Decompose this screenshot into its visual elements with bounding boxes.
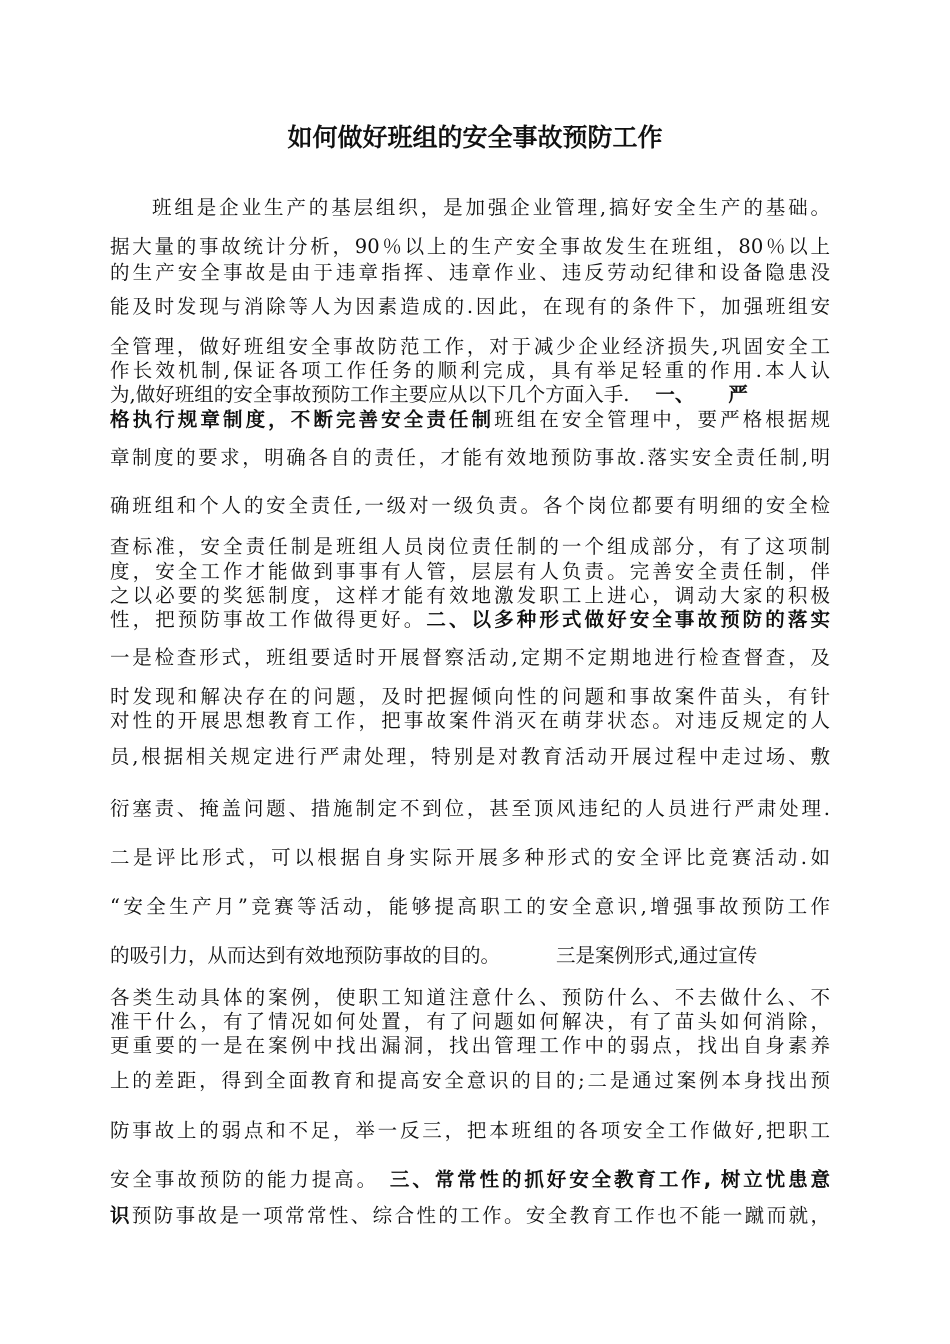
paragraph-line: [110, 560, 830, 584]
paragraph-line: [110, 608, 830, 632]
paragraph-line: [110, 1119, 830, 1143]
text-run: 各类生动具体的案例，使职工知道注意什么、预防什么、不去做什么、不: [110, 986, 830, 1009]
text-run: 防事故上的弱点和不足，举一反三，把本班组的各项安全工作做好,把职工: [110, 1119, 830, 1142]
text-run: 员,根据相关规定进行严肃处理，特别是对教育活动开展过程中走过场、敷: [110, 745, 830, 768]
document-title: 如何做好班组的安全事故预防工作: [287, 123, 663, 152]
paragraph-line: [110, 895, 830, 919]
paragraph-line: [110, 944, 830, 968]
paragraph-line: [110, 846, 830, 870]
paragraph-line: [110, 408, 830, 432]
text-run: 查标准，安全责任制是班组人员岗位责任制的一个组成部分，有了这项制: [110, 535, 830, 558]
paragraph-line: [152, 196, 830, 220]
paragraph-line: [110, 986, 830, 1010]
section-heading: 二、以多种形式做好安全事故预防的落实: [426, 608, 830, 631]
section-heading: 严: [728, 383, 748, 406]
text-run: 全管理，做好班组安全事故防范工作，对于减少企业经济损失,巩固安全工: [110, 335, 830, 358]
text-run: 的生产安全事故是由于违章指挥、违章作业、违反劳动纪律和设备隐患没: [110, 261, 830, 284]
paragraph-line: [110, 235, 830, 259]
text-run: 安全事故预防的能力提高。: [110, 1168, 379, 1191]
text-run: 上的差距，得到全面教育和提高安全意识的目的;二是通过案例本身找出预: [110, 1069, 830, 1092]
text-run: 作长效机制,保证各项工作任务的顺利完成，具有举足轻重的作用.本人认: [110, 359, 830, 382]
section-heading: 识: [110, 1204, 132, 1227]
text-run: 二是评比形式，可以根据自身实际开展多种形式的安全评比竞赛活动.如: [110, 846, 830, 869]
text-run: 章制度的要求，明确各自的责任，才能有效地预防事故.落实安全责任制,明: [110, 446, 830, 469]
paragraph-line: [110, 685, 830, 709]
paragraph-line: [110, 709, 830, 733]
paragraph-line: [110, 359, 830, 383]
paragraph-line: [110, 335, 830, 359]
text-run: 准干什么，有了情况如何处置，有了问题如何解决，有了苗头如何消除，: [110, 1010, 830, 1033]
paragraph-line: [110, 646, 830, 670]
text-run: 的吸引力，从而达到有效地预防事故的目的。: [110, 944, 501, 967]
paragraph-line: [110, 261, 830, 285]
paragraph-line: [110, 1034, 830, 1058]
text-run: “安全生产月”竞赛等活动，能够提高职工的安全意识,增强事故预防工作: [110, 895, 830, 918]
paragraph-line: [110, 1168, 830, 1192]
text-run: 时发现和解决存在的问题，及时把握倾向性的问题和事故案件苗头，有针: [110, 685, 830, 708]
text-run: 性，把预防事故工作做得更好。: [110, 608, 427, 631]
paragraph-line: [110, 446, 830, 470]
paragraph-line: [110, 797, 830, 821]
paragraph-line: [110, 1069, 830, 1093]
text-run: 确班组和个人的安全责任,一级对一级负责。各个岗位都要有明细的安全检: [110, 494, 830, 517]
text-run: 班组在安全管理中，要严格根据规: [494, 408, 830, 431]
paragraph-line: [110, 1204, 830, 1228]
paragraph-line: [110, 1010, 830, 1034]
text-run: 度，安全工作才能做到事事有人管，层层有人负责。完善安全责任制，伴: [110, 560, 830, 583]
paragraph-line: [110, 535, 830, 559]
text-run: 之以必要的奖惩制度，这样才能有效地激发职工上进心，调动大家的积极: [110, 584, 830, 607]
text-run: 班组是企业生产的基层组织，是加强企业管理,搞好安全生产的基础。: [152, 196, 830, 219]
text-run: 据大量的事故统计分析，90％以上的生产安全事故发生在班组，80％以上: [110, 235, 830, 258]
text-run: 更重要的一是在案例中找出漏洞，找出管理工作中的弱点，找出自身素养: [110, 1034, 830, 1057]
text-run: 为,做好班组的安全事故预防工作主要应从以下几个方面入手.: [110, 383, 630, 406]
text-run: 对性的开展思想教育工作，把事故案件消灭在萌芽状态。对违反规定的人: [110, 709, 830, 732]
text-run: 预防事故是一项常常性、综合性的工作。安全教育工作也不能一蹴而就，: [131, 1204, 830, 1227]
paragraph-line: [110, 295, 830, 319]
text-run: 能及时发现与消除等人为因素造成的.因此，在现有的条件下，加强班组安: [110, 295, 830, 318]
text-run: 三是案例形式,通过宣传: [556, 944, 758, 967]
text-run: 一是检查形式，班组要适时开展督察活动,定期不定期地进行检查督查，及: [110, 646, 830, 669]
section-heading: 三、常常性的抓好安全教育工作, 树立忧患意: [386, 1168, 830, 1191]
paragraph-line: [110, 383, 830, 407]
paragraph-line: [110, 494, 830, 518]
section-heading: 格执行规章制度，不断完善安全责任制: [110, 408, 495, 431]
section-heading-number: 一、: [655, 383, 695, 406]
paragraph-line: [110, 584, 830, 608]
text-run: 衍塞责、掩盖问题、措施制定不到位，甚至顶风违纪的人员进行严肃处理.: [110, 797, 830, 820]
paragraph-line: [110, 745, 830, 769]
